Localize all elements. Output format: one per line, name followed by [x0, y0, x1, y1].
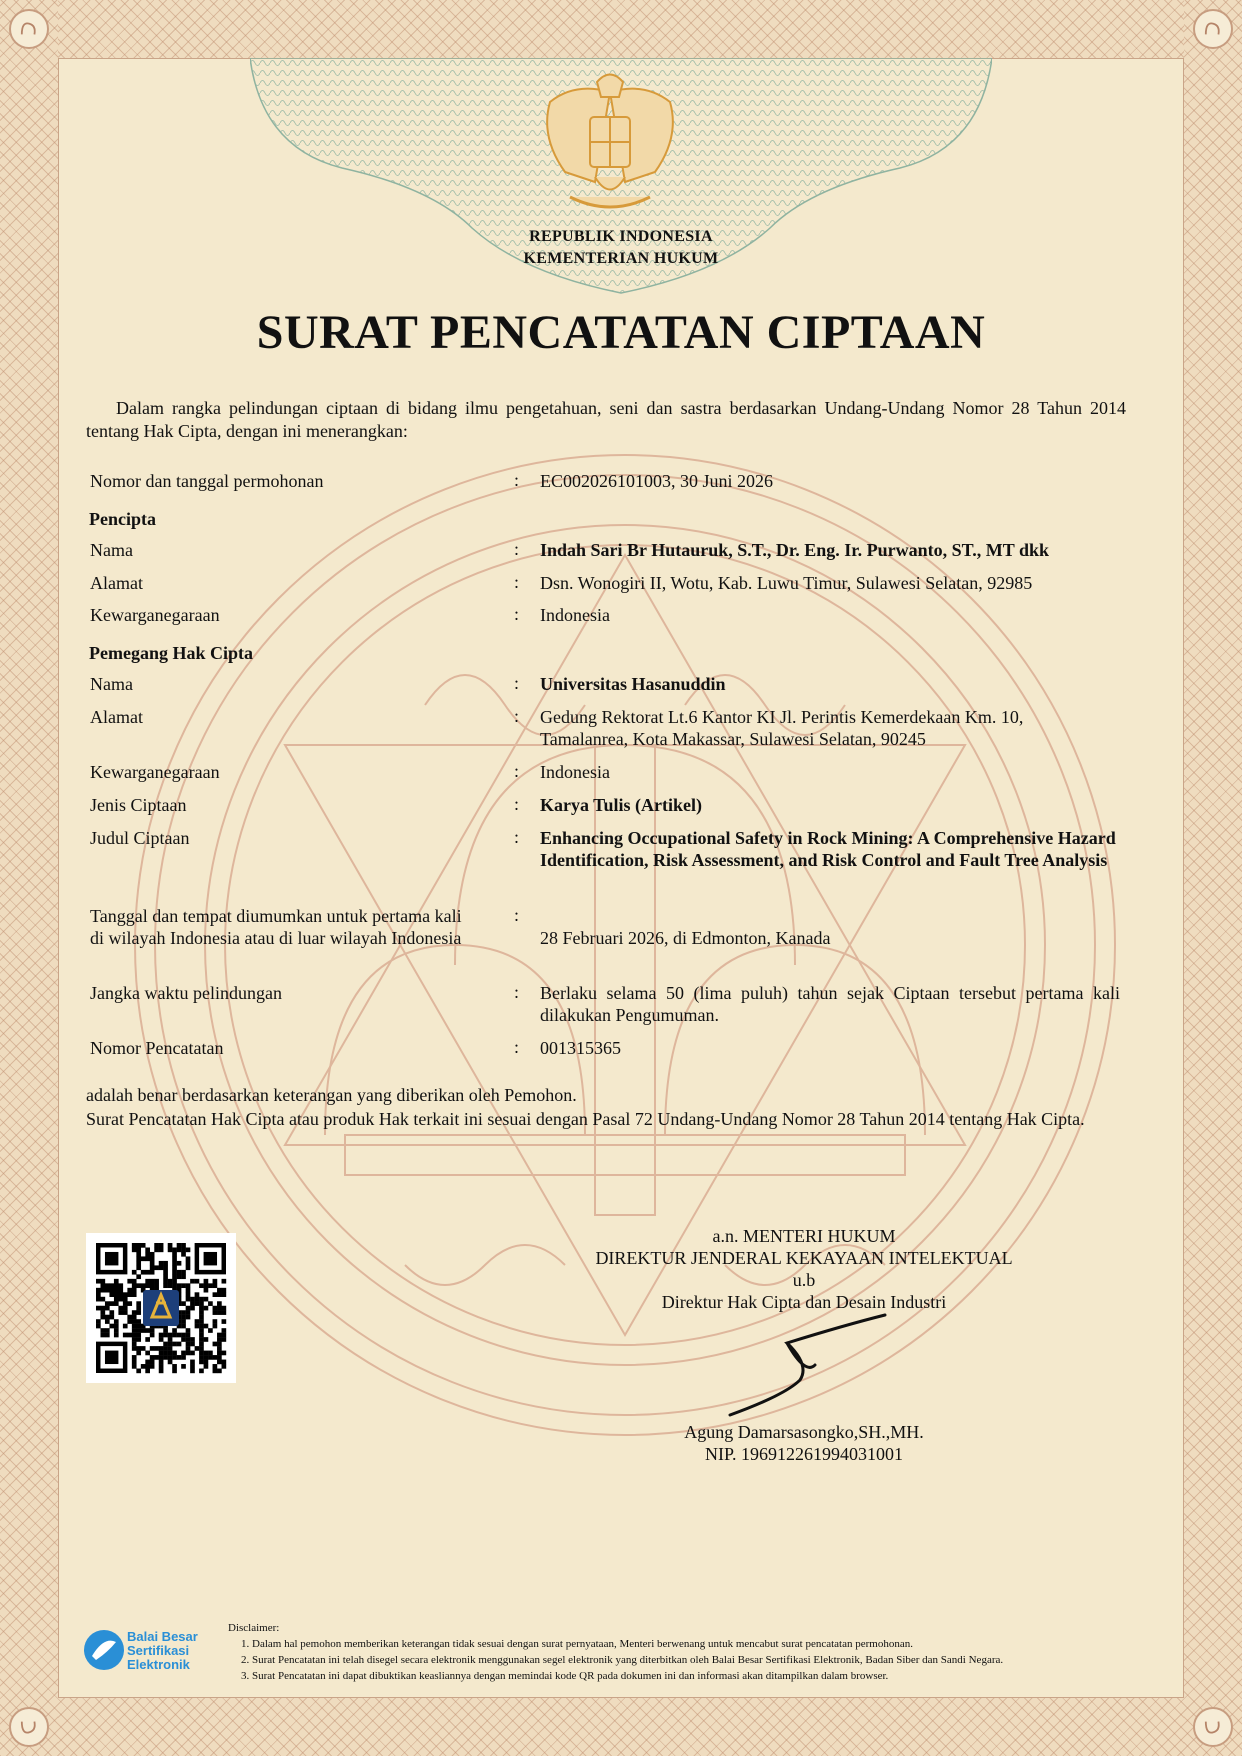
disclaimer-item: 2. Surat Pencatatan ini telah disegel secara elektronik menggunakan segel elektronik yang diterbitkan oleh Balai Besar Sertifikasi Elektronik, Badan Siber dan Sandi Negara.	[252, 1652, 1188, 1668]
corner-ornament-icon	[9, 9, 49, 49]
holder-citizenship-value: Indonesia	[540, 762, 610, 782]
disclaimer-title: Disclaimer:	[228, 1622, 280, 1634]
creator-address-value: Dsn. Wonogiri II, Wotu, Kab. Luwu Timur, Sulawesi Selatan, 92985	[540, 573, 1033, 593]
colon: :	[514, 470, 520, 490]
holder-name-label: Nama	[90, 674, 133, 694]
creator-citizenship-value: Indonesia	[540, 605, 610, 625]
colon: :	[514, 905, 520, 925]
creator-name-value: Indah Sari Br Hutauruk, S.T., Dr. Eng. Ir. Purwanto, ST., MT dkk	[540, 540, 1049, 560]
qr-code-icon[interactable]	[86, 1233, 236, 1383]
work-type-value: Karya Tulis (Artikel)	[540, 795, 703, 815]
work-title-label: Judul Ciptaan	[90, 828, 190, 848]
frame-top	[0, 0, 1242, 58]
registration-number-label: Nomor Pencatatan	[90, 1038, 224, 1058]
signer-name: Agung Damarsasongko,SH.,MH.	[684, 1422, 924, 1442]
creator-address-label: Alamat	[90, 573, 143, 593]
colon: :	[514, 794, 520, 814]
closing-line-2: Surat Pencatatan Hak Cipta atau produk Hak terkait ini sesuai dengan Pasal 72 Undang-Undang Nomor 28 Tahun 2014 tentang Hak Cipta.	[86, 1109, 1085, 1129]
bsre-logo-text	[127, 1630, 198, 1672]
colon: :	[514, 982, 520, 1002]
holder-heading: Pemegang Hak Cipta	[89, 643, 253, 663]
holder-address-label: Alamat	[90, 707, 143, 727]
colon: :	[514, 572, 520, 592]
registration-number-value: 001315365	[540, 1038, 621, 1058]
bsre-logo-icon	[82, 1628, 126, 1672]
bsre-text-line: Balai Besar	[127, 1629, 198, 1644]
bsre-text-line: Sertifikasi	[127, 1643, 190, 1658]
holder-name-value: Universitas Hasanuddin	[540, 674, 726, 694]
handwritten-signature	[725, 1305, 905, 1420]
colon: :	[514, 539, 520, 559]
intro-paragraph: Dalam rangka pelindungan ciptaan di bidang ilmu pengetahuan, seni dan sastra berdasarkan Undang-Undang Nomor 28 Tahun 2014 tentang Hak Cipta, dengan ini menerangkan:	[86, 398, 1126, 441]
work-type-label: Jenis Ciptaan	[90, 795, 187, 815]
disclaimer-item: 1. Dalam hal pemohon memberikan keterangan tidak sesuai dengan surat pernyataan, Menteri berwenang untuk mencabut surat pencatatan permohonan.	[252, 1636, 1188, 1652]
application-number-value: EC002026101003, 30 Juni 2026	[540, 471, 774, 491]
colon: :	[514, 706, 520, 726]
garuda-emblem-icon	[535, 62, 685, 222]
closing-line-1: adalah benar berdasarkan keterangan yang diberikan oleh Pemohon.	[86, 1085, 577, 1105]
creator-citizenship-label: Kewarganegaraan	[90, 605, 220, 625]
signature-line-2: DIREKTUR JENDERAL KEKAYAAN INTELEKTUAL	[595, 1248, 1013, 1268]
announcement-label: Tanggal dan tempat diumumkan untuk pertama kali di wilayah Indonesia atau di luar wilayah Indonesia	[90, 906, 462, 948]
holder-citizenship-label: Kewarganegaraan	[90, 762, 220, 782]
corner-ornament-icon	[9, 1707, 49, 1747]
ministry-line-2: KEMENTERIAN HUKUM	[523, 250, 719, 267]
signature-line-1: a.n. MENTERI HUKUM	[712, 1226, 896, 1246]
application-number-label: Nomor dan tanggal permohonan	[90, 471, 324, 491]
protection-period-label: Jangka waktu pelindungan	[90, 983, 282, 1003]
ministry-line-1: REPUBLIK INDONESIA	[529, 228, 713, 245]
signature-line-4: Direktur Hak Cipta dan Desain Industri	[661, 1292, 947, 1312]
announcement-value: 28 Februari 2026, di Edmonton, Kanada	[540, 928, 831, 948]
work-title-value: Enhancing Occupational Safety in Rock Mining: A Comprehensive Hazard Identification, Risk Assessment, and Risk Control and Fault Tree Analysis	[540, 828, 1116, 870]
corner-ornament-icon	[1193, 1707, 1233, 1747]
frame-bottom	[0, 1698, 1242, 1756]
colon: :	[514, 1037, 520, 1057]
signer-nip: NIP. 196912261994031001	[704, 1444, 903, 1464]
corner-ornament-icon	[1193, 9, 1233, 49]
document-title: SURAT PENCATATAN CIPTAAN	[256, 306, 986, 359]
disclaimer-item: 3. Surat Pencatatan ini dapat dibuktikan keasliannya dengan memindai kode QR pada dokumen ini dan informasi akan ditampilkan dalam browser.	[252, 1668, 1188, 1684]
creator-heading: Pencipta	[89, 509, 156, 529]
colon: :	[514, 761, 520, 781]
colon: :	[514, 673, 520, 693]
holder-address-value: Gedung Rektorat Lt.6 Kantor KI Jl. Perintis Kemerdekaan Km. 10, Tamalanrea, Kota Makassar, Sulawesi Selatan, 90245	[540, 707, 1024, 749]
creator-name-label: Nama	[90, 540, 133, 560]
colon: :	[514, 604, 520, 624]
protection-period-value: Berlaku selama 50 (lima puluh) tahun sejak Ciptaan tersebut pertama kali dilakukan Pengumuman.	[540, 983, 1120, 1025]
bsre-text-line: Elektronik	[127, 1657, 190, 1672]
signature-line-3: u.b	[792, 1270, 816, 1290]
colon: :	[514, 827, 520, 847]
disclaimer	[228, 1620, 1188, 1684]
